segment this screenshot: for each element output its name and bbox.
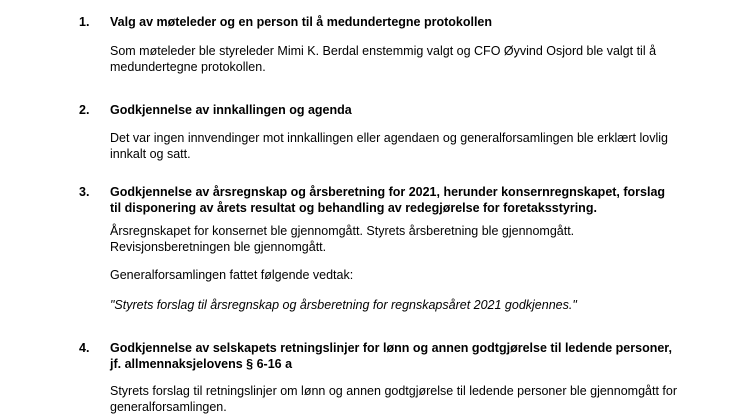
- section-number: 3.: [79, 185, 90, 199]
- section-paragraph: Revisjonsberetningen ble gjennomgått.: [110, 240, 327, 254]
- section-number: 1.: [79, 15, 90, 29]
- section-number: 2.: [79, 103, 90, 117]
- section-heading: Valg av møteleder og en person til å medundertegne protokollen: [110, 15, 493, 29]
- resolution-quote: "Styrets forslag til årsregnskap og årsberetning for regnskapsåret 2021 godkjennes.": [110, 298, 577, 312]
- section-paragraph: Generalforsamlingen fattet følgende vedtak:: [110, 268, 354, 282]
- section-paragraph: Det var ingen innvendinger mot innkallingen eller agendaen og generalforsamlingen ble erklært lovlig innkalt og satt.: [110, 131, 668, 161]
- section-heading: Godkjennelse av selskapets retningslinjer for lønn og annen godtgjørelse til ledende personer, jf. allmennaksjelovens § 6-16 a: [110, 341, 672, 371]
- section-heading: Godkjennelse av innkallingen og agenda: [110, 103, 352, 117]
- section-paragraph: Som møteleder ble styreleder Mimi K. Berdal enstemmig valgt og CFO Øyvind Osjord ble valgt til å medundertegne protokollen.: [110, 44, 657, 74]
- section-paragraph: Styrets forslag til retningslinjer om lønn og annen godtgjørelse til ledende personer ble gjennomgått for generalforsamlingen.: [110, 384, 677, 414]
- section-heading: Godkjennelse av årsregnskap og årsberetning for 2021, herunder konsernregnskapet, forslag til disponering av årets resultat og behandling av redegjørelse for foretaksstyring.: [110, 185, 666, 215]
- section-paragraph: Årsregnskapet for konsernet ble gjennomgått. Styrets årsberetning ble gjennomgått.: [110, 224, 575, 238]
- section-number: 4.: [79, 341, 90, 355]
